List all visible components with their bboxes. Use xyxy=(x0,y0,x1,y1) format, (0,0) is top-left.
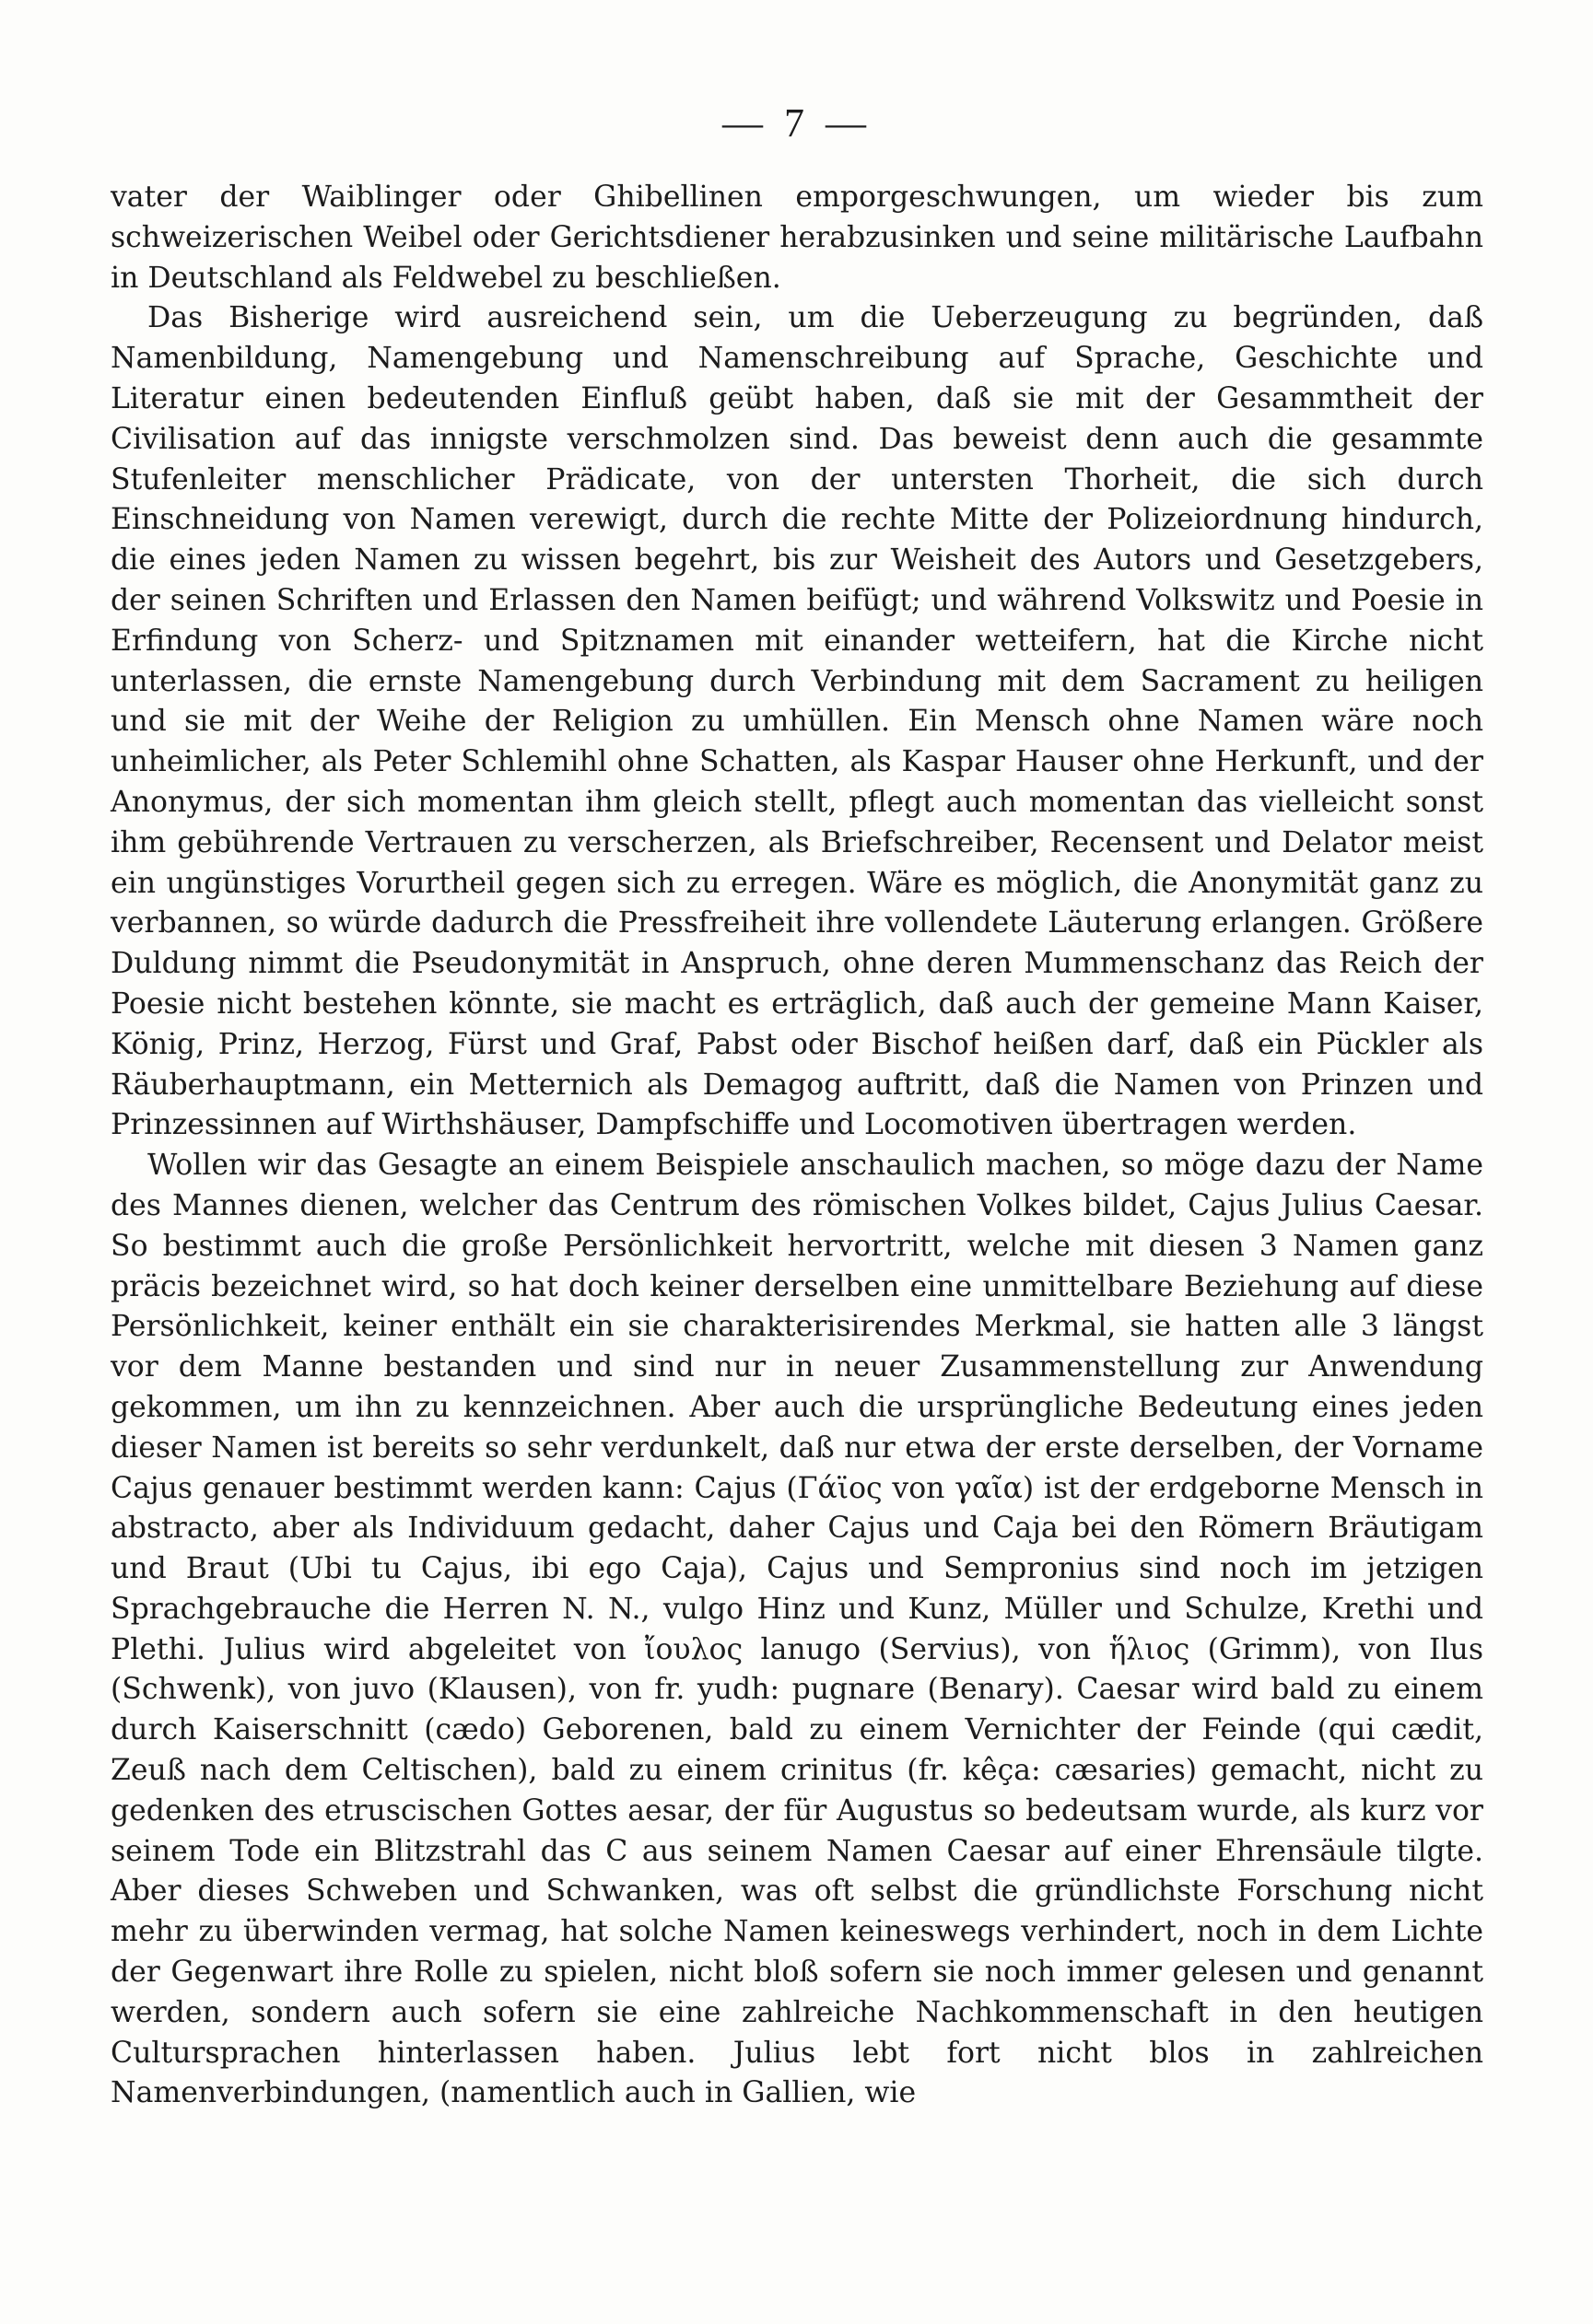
page-number: — 7 — xyxy=(722,100,872,146)
paragraph-2: Das Bisherige wird ausreichend sein, um die Ueberzeugung zu begründen, daß Namenbildung, Namengebung und Namenschreibung auf Sprache, Geschichte und Literatur einen bedeutenden Einfluß geübt haben, daß sie mit der Gesammtheit der Civilisation auf das innigste verschmolzen sind. Das beweist denn auch die gesammte Stufenleiter menschlicher Prädicate, von der untersten Thorheit, die sich durch Einschneidung von Namen verewigt, durch die rechte Mitte der Polizeiordnung hindurch, die eines jeden Namen zu wissen begehrt, bis zur Weisheit des Autors und Gesetzgebers, der seinen Schriften und Erlassen den Namen beifügt; und während Volkswitz und Poesie in Erfindung von Scherz- und Spitznamen mit einander wetteifern, hat die Kirche nicht unterlassen, die ernste Namengebung durch Verbindung mit dem Sacrament zu heiligen und sie mit der Weihe der Religion zu umhüllen. Ein Mensch ohne Namen wäre noch unheimlicher, als Peter Schlemihl ohne Schatten, als Kaspar Hauser ohne Herkunft, und der Anonymus, der sich momentan ihm gleich stellt, pflegt auch momentan das vielleicht sonst ihm gebührende Vertrauen zu verscherzen, als Briefschreiber, Recensent und Delator meist ein ungünstiges Vorurtheil gegen sich zu erregen. Wäre es möglich, die Anonymität ganz zu verbannen, so würde dadurch die Pressfreiheit ihre vollendete Läuterung erlangen. Größere Duldung nimmt die Pseudonymität in Anspruch, ohne deren Mummenschanz das Reich der Poesie nicht bestehen könnte, sie macht es erträglich, daß auch der gemeine Mann Kaiser, König, Prinz, Herzog, Fürst und Graf, Pabst oder Bischof heißen darf, daß ein Pückler als Räuberhauptmann, ein Metternich als Demagog auftritt, daß die Namen von Prinzen und Prinzessinnen auf Wirthshäuser, Dampfschiffe und Locomotiven übertragen werden. xyxy=(111,301,1483,1142)
document-page xyxy=(111,99,1483,2114)
body-text xyxy=(111,178,1483,2114)
paragraph-3: Wollen wir das Gesagte an einem Beispiele anschaulich machen, so möge dazu der Name des Mannes dienen, welcher das Centrum des römischen Volkes bildet, Cajus Julius Caesar. So bestimmt auch die große Persönlichkeit hervortritt, welche mit diesen 3 Namen ganz präcis bezeichnet wird, so hat doch keiner derselben eine unmittelbare Beziehung auf diese Persönlichkeit, keiner enthält ein sie charakterisirendes Merkmal, sie hatten alle 3 längst vor dem Manne bestanden und sind nur in neuer Zusammenstellung zur Anwendung gekommen, um ihn zu kennzeichnen. Aber auch die ursprüngliche Bedeutung eines jeden dieser Namen ist bereits so sehr verdunkelt, daß nur etwa der erste derselben, der Vorname Cajus genauer bestimmt werden kann: Cajus (Γάϊος von γαῖα) ist der erdgeborne Mensch in abstracto, aber als Individuum gedacht, daher Cajus und Caja bei den Römern Bräutigam und Braut (Ubi tu Cajus, ibi ego Caja), Cajus und Sempronius sind noch im jetzigen Sprachgebrauche die Herren N. N., vulgo Hinz und Kunz, Müller und Schulze, Krethi und Plethi. Julius wird abgeleitet von ἴουλος lanugo (Servius), von ἥλιος (Grimm), von Ilus (Schwenk), von juvo (Klausen), von fr. yudh: pugnare (Benary). Caesar wird bald zu einem durch Kaiserschnitt (cædo) Geborenen, bald zu einem Vernichter der Feinde (qui cædit, Zeuß nach dem Celtischen), bald zu einem crinitus (fr. kêça: cæsaries) gemacht, nicht zu gedenken des etruscischen Gottes aesar, der für Augustus so bedeutsam wurde, als kurz vor seinem Tode ein Blitzstrahl das C aus seinem Namen Caesar auf einer Ehrensäule tilgte. Aber dieses Schweben und Schwanken, was oft selbst die gründlichste Forschung nicht mehr zu überwinden vermag, hat solche Namen keineswegs verhindert, noch in dem Lichte der Gegenwart ihre Rolle zu spielen, nicht bloß sofern sie noch immer gelesen und genannt werden, sondern auch sofern sie eine zahlreiche Nachkommenschaft in den heutigen Cultursprachen hinterlassen haben. Julius lebt fort nicht blos in zahlreichen Namenverbindungen, (namentlich auch in Gallien, wie xyxy=(111,1149,1483,2110)
paragraph-1: vater der Waiblinger oder Ghibellinen emporgeschwungen, um wieder bis zum schweizerischen Weibel oder Gerichtsdiener herabzusinken und seine militärische Laufbahn in Deutschland als Feldwebel zu beschließen. xyxy=(111,181,1483,295)
